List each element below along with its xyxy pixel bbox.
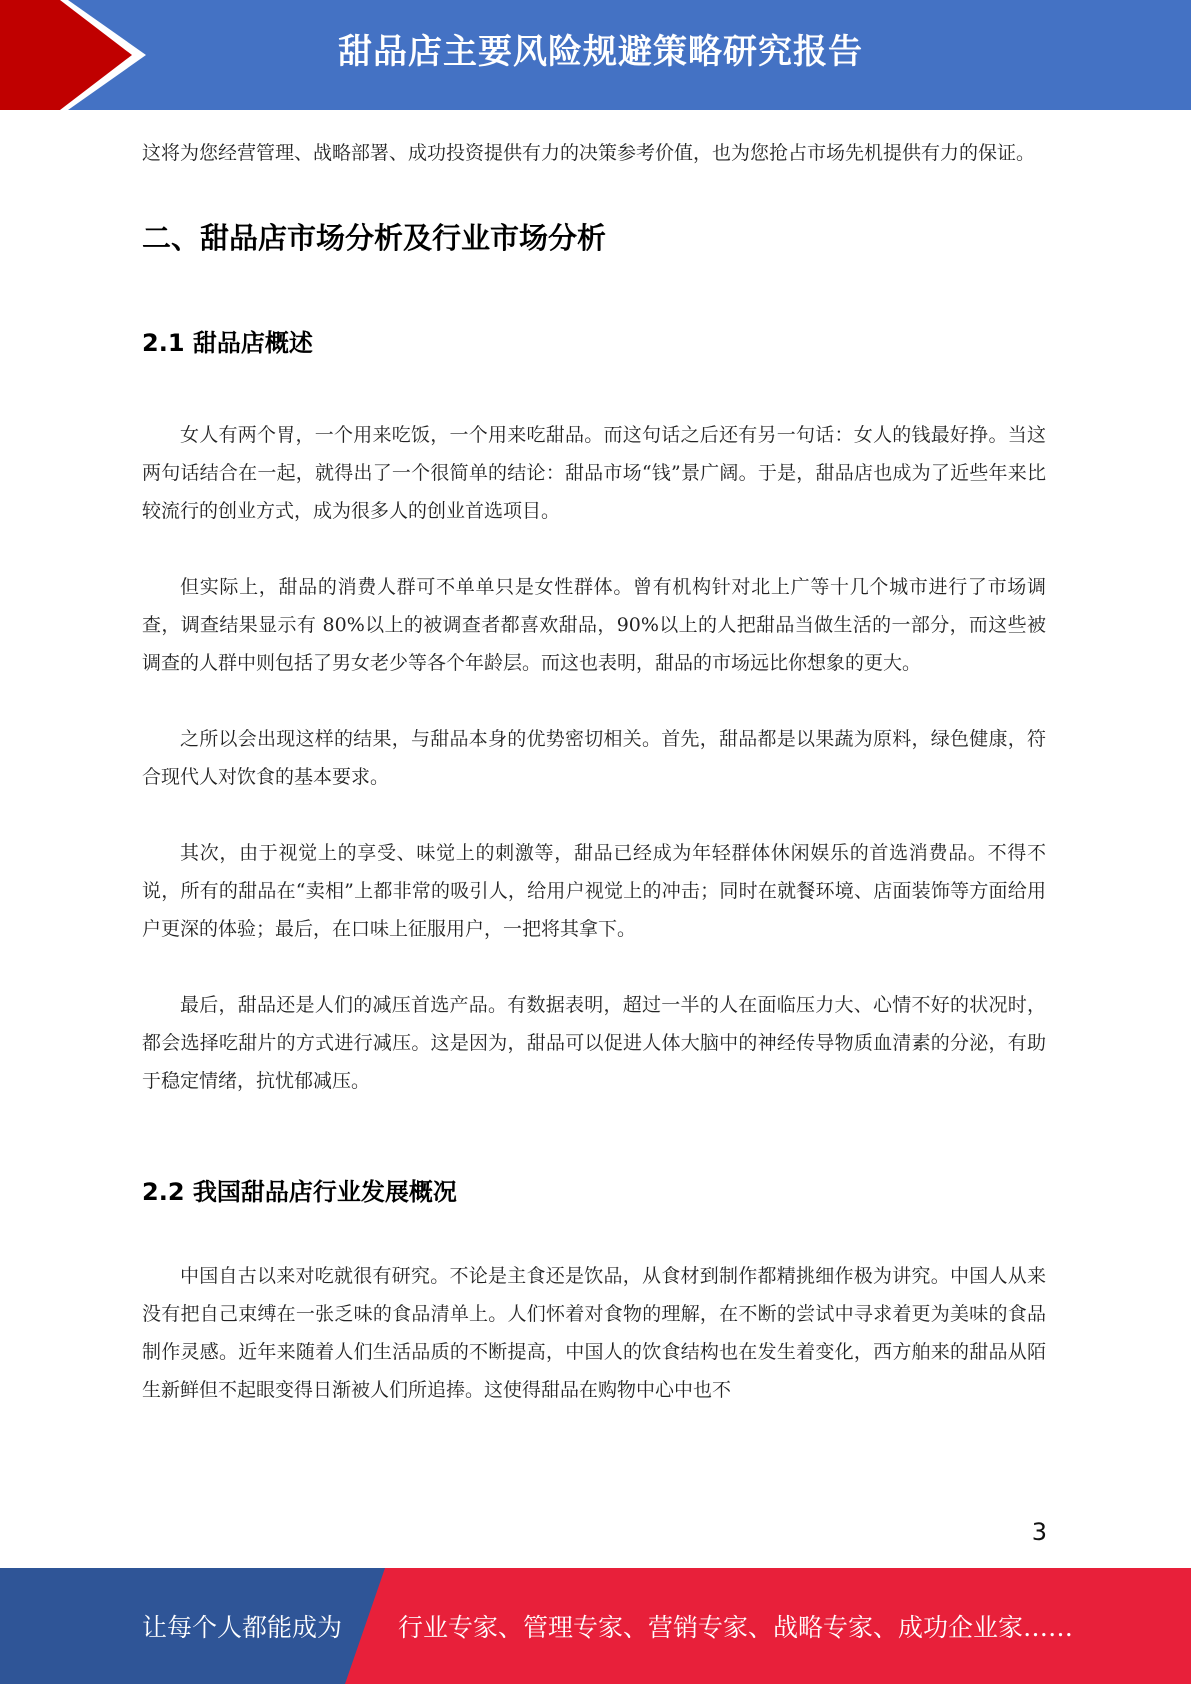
header-banner [0, 0, 1191, 110]
subsection-heading-2-2: 2.2 我国甜品店行业发展概况 [142, 1178, 457, 1206]
paragraph: 但实际上，甜品的消费人群可不单单只是女性群体。曾有机构针对北上广等十几个城市进行了市场调查，调查结果显示有 80%以上的被调查者都喜欢甜品，90%以上的人把甜品当做生活的一部分，而这些被调查的人群中则包括了男女老少等各个年龄层。而这也表明，甜品的市场远比你想象的更大。 [142, 576, 1046, 674]
paragraph: 之所以会出现这样的结果，与甜品本身的优势密切相关。首先，甜品都是以果蔬为原料，绿色健康，符合现代人对饮食的基本要求。 [142, 728, 1046, 788]
intro-continuation: 这将为您经营管理、战略部署、成功投资提供有力的决策参考价值，也为您抢占市场先机提供有力的保证。 [142, 142, 1036, 164]
footer-slogan-right: 行业专家、管理专家、营销专家、战略专家、成功企业家…… [398, 1613, 1074, 1642]
paragraph: 中国自古以来对吃就很有研究。不论是主食还是饮品，从食材到制作都精挑细作极为讲究。中国人从来没有把自己束缚在一张乏味的食品清单上。人们怀着对食物的理解，在不断的尝试中寻求着更为美味的食品制作灵感。近年来随着人们生活品质的不断提高，中国人的饮食结构也在发生着变化，西方舶来的甜品从陌生新鲜但不起眼变得日渐被人们所追捧。这使得甜品在购物中心中也不 [142, 1265, 1046, 1401]
footer-banner [0, 1568, 1191, 1684]
report-title: 甜品店主要风险规避策略研究报告 [338, 32, 863, 72]
paragraph: 最后，甜品还是人们的减压首选产品。有数据表明，超过一半的人在面临压力大、心情不好的状况时，都会选择吃甜片的方式进行减压。这是因为，甜品可以促进人体大脑中的神经传导物质血清素的分泌，有助于稳定情绪，抗忧郁减压。 [142, 994, 1046, 1092]
footer-slogan-left: 让每个人都能成为 [142, 1613, 343, 1642]
paragraph: 女人有两个胃，一个用来吃饭，一个用来吃甜品。而这句话之后还有另一句话：女人的钱最好挣。当这两句话结合在一起，就得出了一个很简单的结论：甜品市场“钱”景广阔。于是，甜品店也成为了近些年来比较流行的创业方式，成为很多人的创业首选项目。 [142, 424, 1046, 522]
subsection-heading-2-1: 2.1 甜品店概述 [142, 329, 313, 357]
paragraph: 其次，由于视觉上的享受、味觉上的刺激等，甜品已经成为年轻群体休闲娱乐的首选消费品。不得不说，所有的甜品在“卖相”上都非常的吸引人，给用户视觉上的冲击；同时在就餐环境、店面装饰等方面给用户更深的体验；最后，在口味上征服用户，一把将其拿下。 [142, 842, 1046, 940]
section-heading: 二、甜品店市场分析及行业市场分析 [142, 221, 607, 255]
page-number: 3 [1031, 1518, 1047, 1546]
page-content [142, 134, 1046, 1409]
